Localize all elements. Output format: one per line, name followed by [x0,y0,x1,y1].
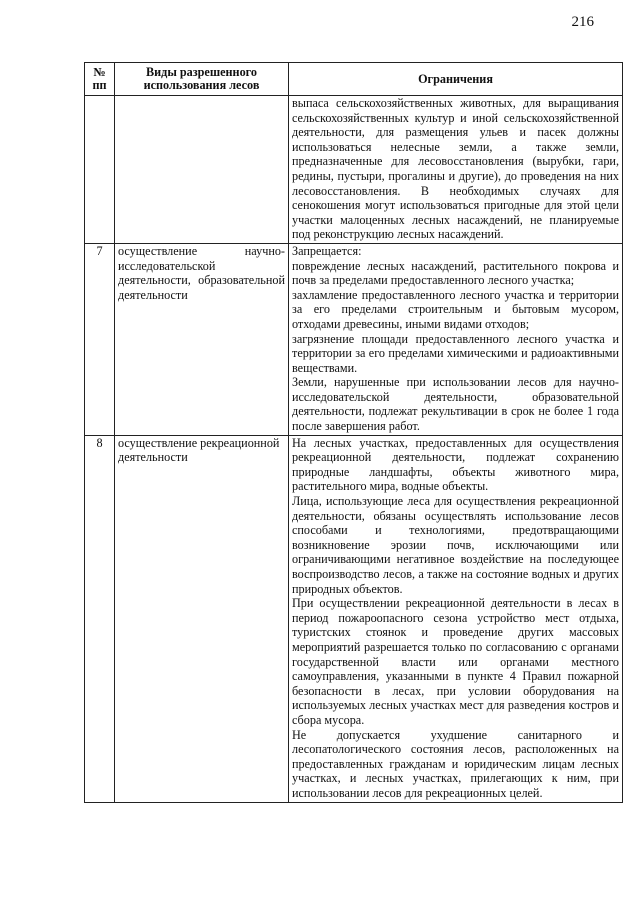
restriction-paragraph: захламление предоставленного лесного участка и территории за его пределами строительным и бытовым мусором, отходами древесины, иными видами отходов; [292,287,619,331]
table-row [85,243,623,435]
restriction-paragraph: На лесных участках, предоставленных для осуществления рекреационной деятельности, подлежат сохранению природные ландшафты, объекты животного мира, растительного мира, водные объекты. [292,435,619,494]
header-use-type: Виды разрешенного использования лесов [115,63,289,96]
row-restrictions [289,243,623,435]
page-number: 216 [571,14,594,30]
restriction-paragraph: Земли, нарушенные при использовании лесов для научно-исследовательской деятельности, образовательной деятельности, подлежат рекультивации в срок не более 1 года после завершения работ. [292,375,619,434]
row-restrictions [289,96,623,244]
restriction-paragraph: При осуществлении рекреационной деятельности в лесах в период пожароопасного сезона устройство мест отдыха, туристских стоянок и проведение других массовых мероприятий разрешается только по согласованию с органами государственной власти или органами местного самоуправления, указанными в пункте 4 Правил пожарной безопасности в лесах, при условии оборудования на используемых лесных участках мест для разведения костров и сбора мусора. [292,596,619,727]
row-use-type [115,96,289,244]
table-header-row [85,63,623,96]
row-restrictions [289,435,623,802]
row-use-type: осуществление научно-исследовательской деятельности, образовательной деятельности [115,243,289,435]
restriction-paragraph: загрязнение площади предоставленного лесного участка и территории за его пределами химическими и радиоактивными веществами. [292,331,619,375]
restriction-paragraph: повреждение лесных насаждений, растительного покрова и почв за пределами предоставленного лесного участка; [292,258,619,288]
restriction-paragraph: Не допускается ухудшение санитарного и лесопатологического состояния лесов, расположенных на предоставленных гражданам и юридическим лицам лесных участках, и лесных участках, прилегающих к ним, при использовании лесов для рекреационных целей. [292,727,619,800]
restriction-paragraph: Лица, использующие леса для осуществления рекреационной деятельности, обязаны осуществлять использование лесов способами и технологиями, предотвращающими возникновение эрозии почв, исключающими или ограничивающими негативное воздействие на последующее воспроизводство лесов, а также на состояние водных и других природных объектов. [292,494,619,596]
row-number [85,96,115,244]
table-row [85,96,623,244]
header-number: № пп [85,63,115,96]
table-row [85,435,623,802]
row-number: 7 [85,243,115,435]
restriction-paragraph: Запрещается: [292,243,362,258]
header-restrictions: Ограничения [289,63,623,96]
restrictions-table [84,62,623,803]
restriction-paragraph: выпаса сельскохозяйственных животных, для выращивания сельскохозяйственных культур и иной сельскохозяйственной деятельности, для размещения ульев и пасек должны использоваться нелесные земли, а также земли, предназначенные для лесовосстановления (вырубки, гари, редины, пустыри, прогалины и другие), до проведения на них лесовосстановления. В необходимых случаях для сенокошения могут использоваться пригодные для этой цели участки малоценных лесных насаждений, не планируемые под реконструкцию лесных насаждений. [292,96,619,242]
row-use-type: осуществление рекреационной деятельности [115,435,289,802]
row-number: 8 [85,435,115,802]
